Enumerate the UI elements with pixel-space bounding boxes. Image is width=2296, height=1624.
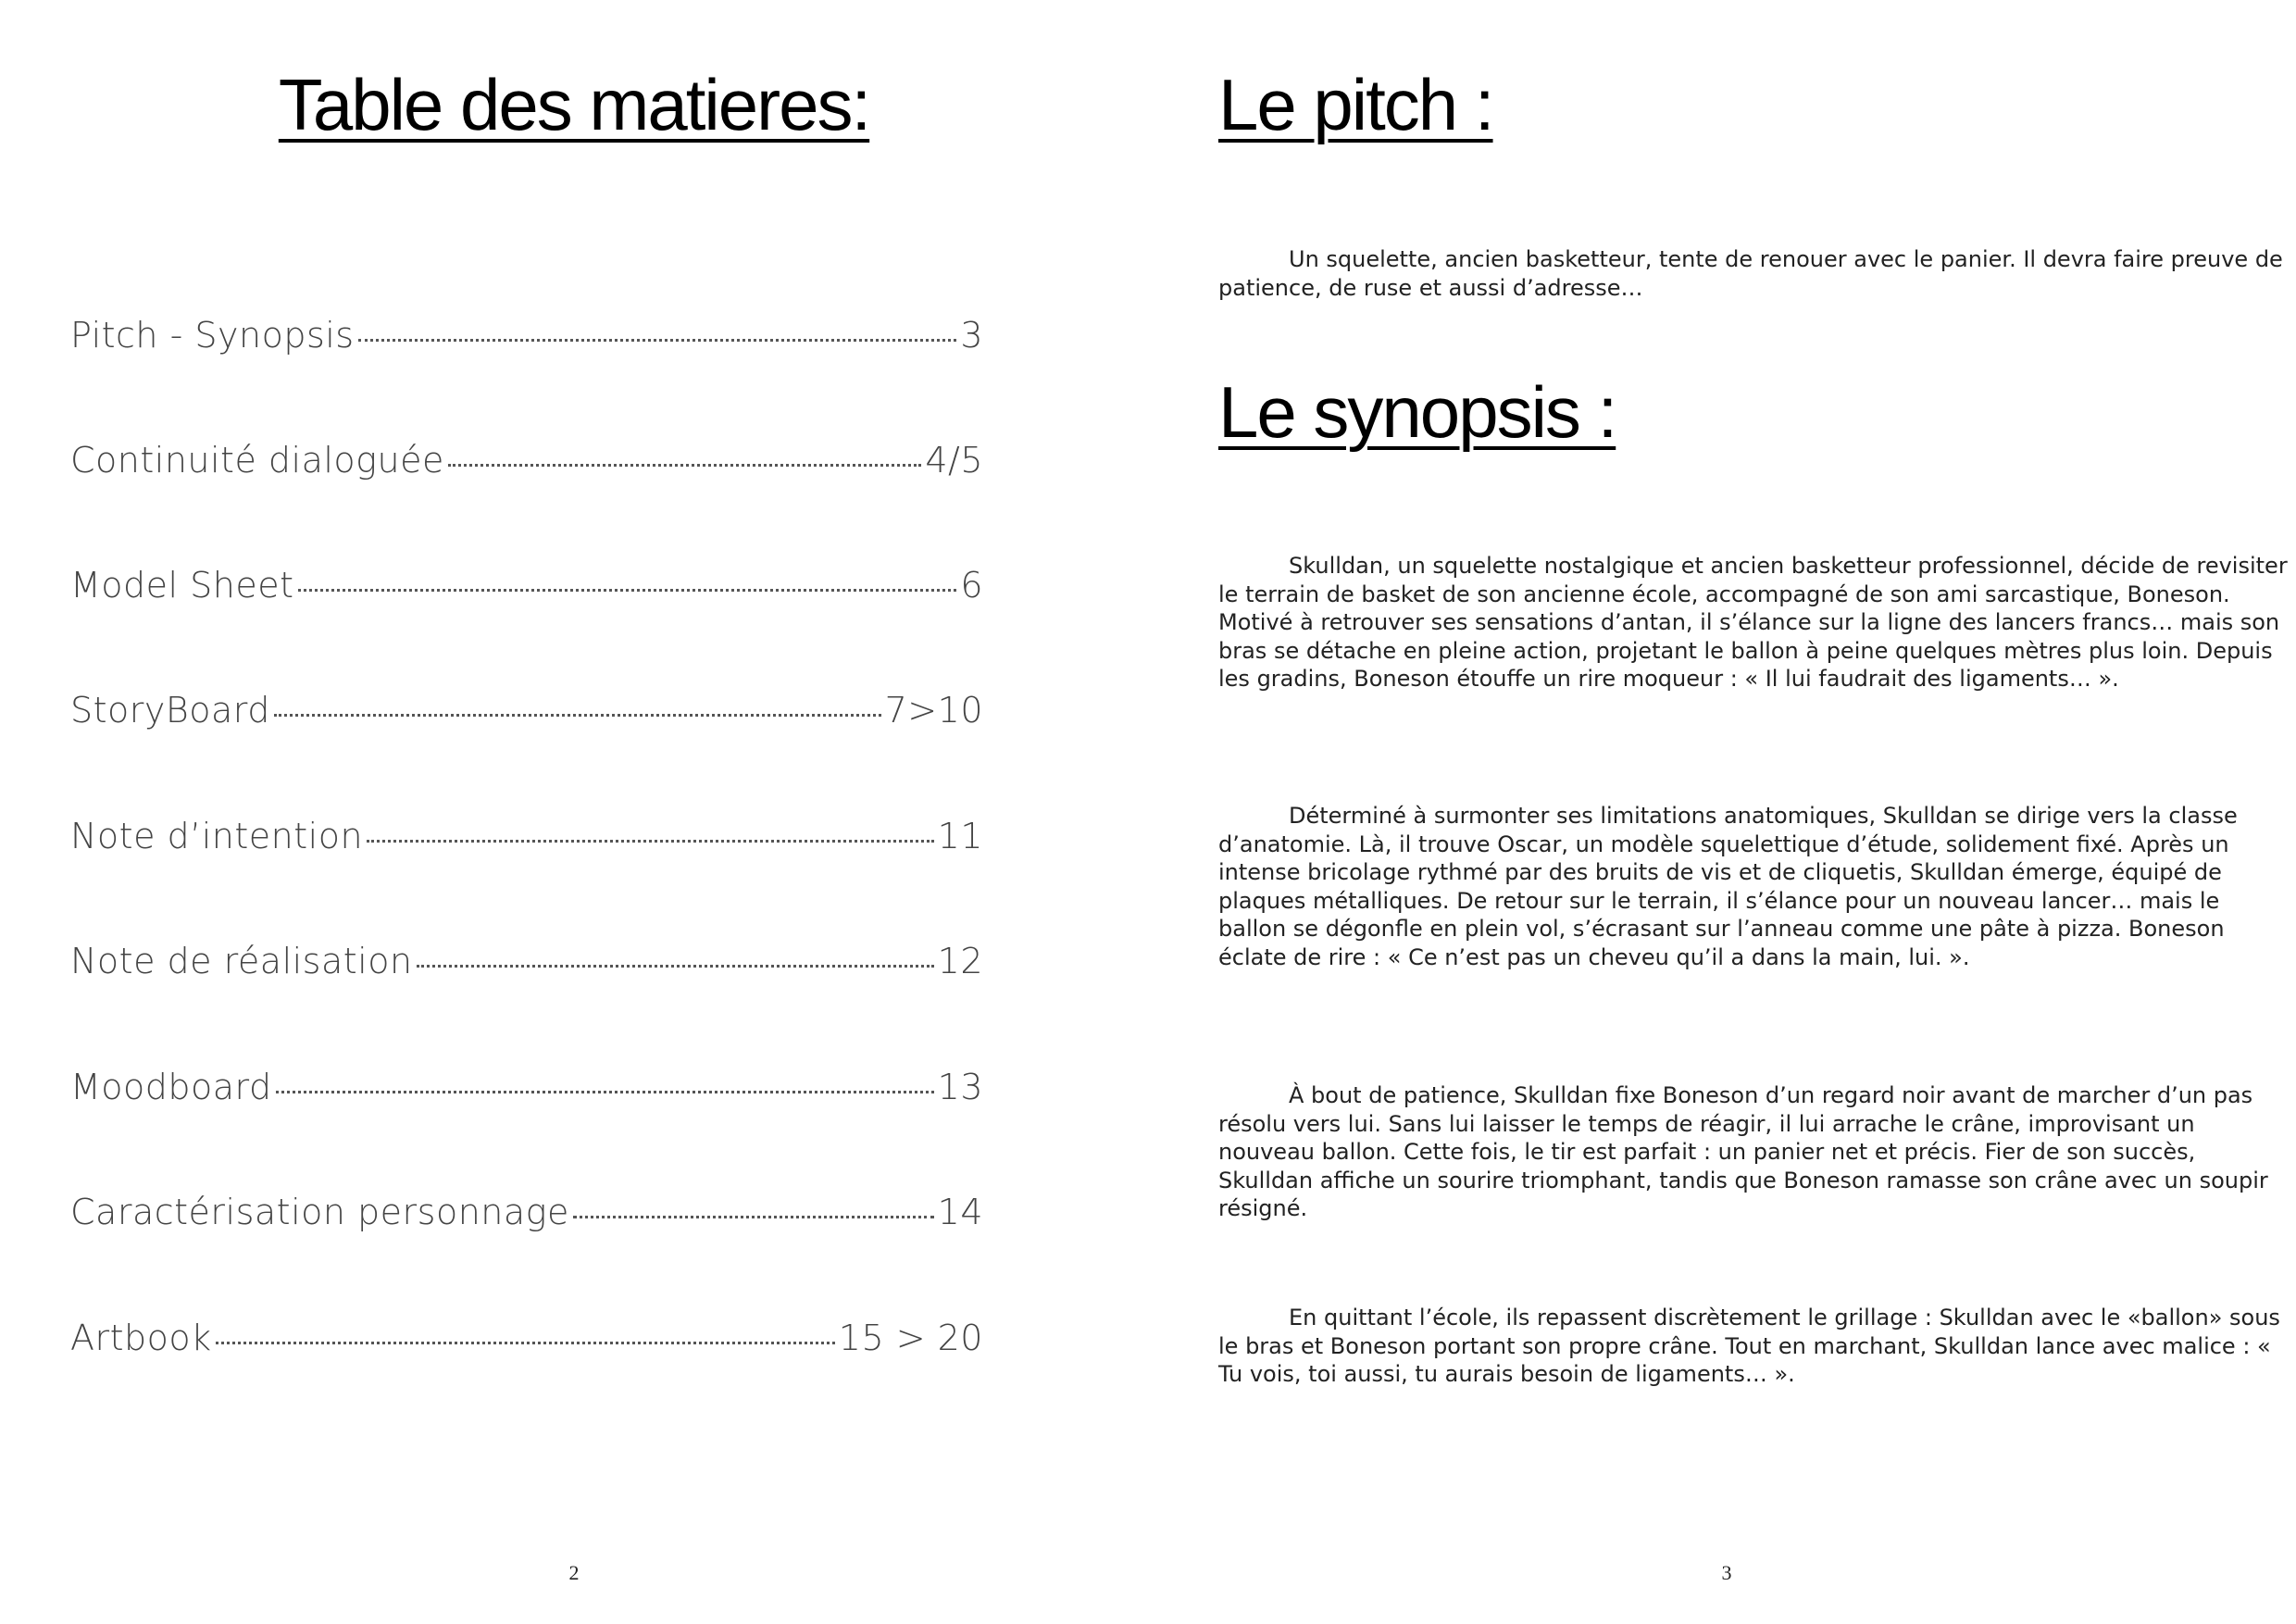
toc-entry-label: Model Sheet: [70, 565, 294, 606]
pitch-text: Un squelette, ancien basketteur, tente de renouer avec le panier. Il devra faire preuve de patience, de ruse et aussi d’adresse…: [1218, 246, 2283, 301]
toc-entry-page: 13: [937, 1067, 983, 1107]
toc-entry-label: Caractérisation personnage: [70, 1192, 569, 1232]
toc-dot-leader: [417, 963, 934, 968]
toc-entry: [70, 1192, 983, 1232]
toc-dot-leader: [573, 1214, 934, 1218]
synopsis-paragraph: En quittant l’école, ils repassent discrètement le grillage : Skulldan avec le «ballon» sous le bras et Boneson portant son propre crâne. Tout en marchant, Skulldan lance avec malice : « Tu vois, toi aussi, tu aurais besoin de ligaments… ».: [1218, 1305, 2280, 1387]
toc-entry: [70, 440, 983, 481]
toc-entry-page: 7>10: [884, 690, 983, 731]
toc-entry-page: 3: [960, 315, 983, 356]
toc-entry-label: Pitch - Synopsis: [70, 315, 355, 356]
synopsis-title: Le synopsis :: [1218, 371, 1616, 453]
toc-entry: [70, 941, 983, 981]
toc-entry-label: Note d’intention: [70, 816, 364, 856]
toc-entry-page: 14: [937, 1192, 983, 1232]
toc-entry: [70, 816, 983, 856]
toc-entry-page: 6: [960, 565, 983, 606]
toc-entry-label: StoryBoard: [70, 690, 270, 731]
toc-dot-leader: [448, 462, 922, 467]
toc-dot-leader: [274, 712, 881, 717]
toc-dot-leader: [216, 1340, 835, 1344]
toc-entry-page: 15 > 20: [838, 1318, 983, 1358]
toc-entry-label: Moodboard: [70, 1067, 272, 1107]
page-number: 3: [1721, 1561, 1732, 1584]
toc-entry: [70, 1318, 983, 1358]
toc-entry-label: Continuité dialoguée: [70, 440, 444, 481]
toc-dot-leader: [367, 838, 934, 843]
toc-entry: [70, 690, 983, 731]
synopsis-paragraph: Déterminé à surmonter ses limitations anatomiques, Skulldan se dirige vers la classe d’anatomie. Là, il trouve Oscar, un modèle squelettique d’étude, solidement fixé. Après un intense bricolage rythmé par des bruits de vis et de cliquetis, Skulldan émerge, équipé de plaques métalliques. De retour sur le terrain, il s’élance pour un nouveau lancer… mais le ballon se dégonfle en plein vol, s’écrasant sur l’anneau comme une pâte à pizza. Boneson éclate de rire : « Ce n’est pas un cheveu qu’il a dans la main, lui. ».: [1218, 803, 2238, 970]
toc-title: Table des matieres:: [278, 64, 870, 145]
toc-dot-leader: [276, 1089, 934, 1093]
toc-entry-page: 4/5: [925, 440, 983, 481]
toc-entry: [70, 315, 983, 356]
table-of-contents: [70, 0, 983, 1481]
right-page: [1148, 0, 2296, 1624]
toc-entry-page: 12: [937, 941, 983, 981]
pitch-title: Le pitch :: [1218, 64, 1493, 145]
toc-dot-leader: [358, 337, 957, 342]
page-number: 2: [568, 1561, 580, 1584]
synopsis-paragraph: Skulldan, un squelette nostalgique et ancien basketteur professionnel, décide de revisiter le terrain de basket de son ancienne école, accompagné de son ami sarcastique, Boneson. Motivé à retrouver ses sensations d’antan, il s’élance sur la ligne des lancers francs… mais son bras se détache en pleine action, projetant le ballon à peine quelques mètres plus loin. Depuis les gradins, Boneson étouffe un rire moqueur : « Il lui faudrait des ligaments… ».: [1218, 553, 2288, 692]
toc-dot-leader: [298, 587, 957, 592]
toc-entry: [70, 565, 983, 606]
toc-entry-page: 11: [937, 816, 983, 856]
toc-entry: [70, 1067, 983, 1107]
toc-entry-label: Artbook: [70, 1318, 212, 1358]
synopsis-paragraph: À bout de patience, Skulldan fixe Boneson d’un regard noir avant de marcher d’un pas résolu vers lui. Sans lui laisser le temps de réagir, il lui arrache le crâne, improvisant un nouveau ballon. Cette fois, le tir est parfait : un panier net et précis. Fier de son succès, Skulldan affiche un sourire triomphant, tandis que Boneson ramasse son crâne avec un soupir résigné.: [1218, 1082, 2268, 1221]
toc-entry-label: Note de réalisation: [70, 941, 413, 981]
